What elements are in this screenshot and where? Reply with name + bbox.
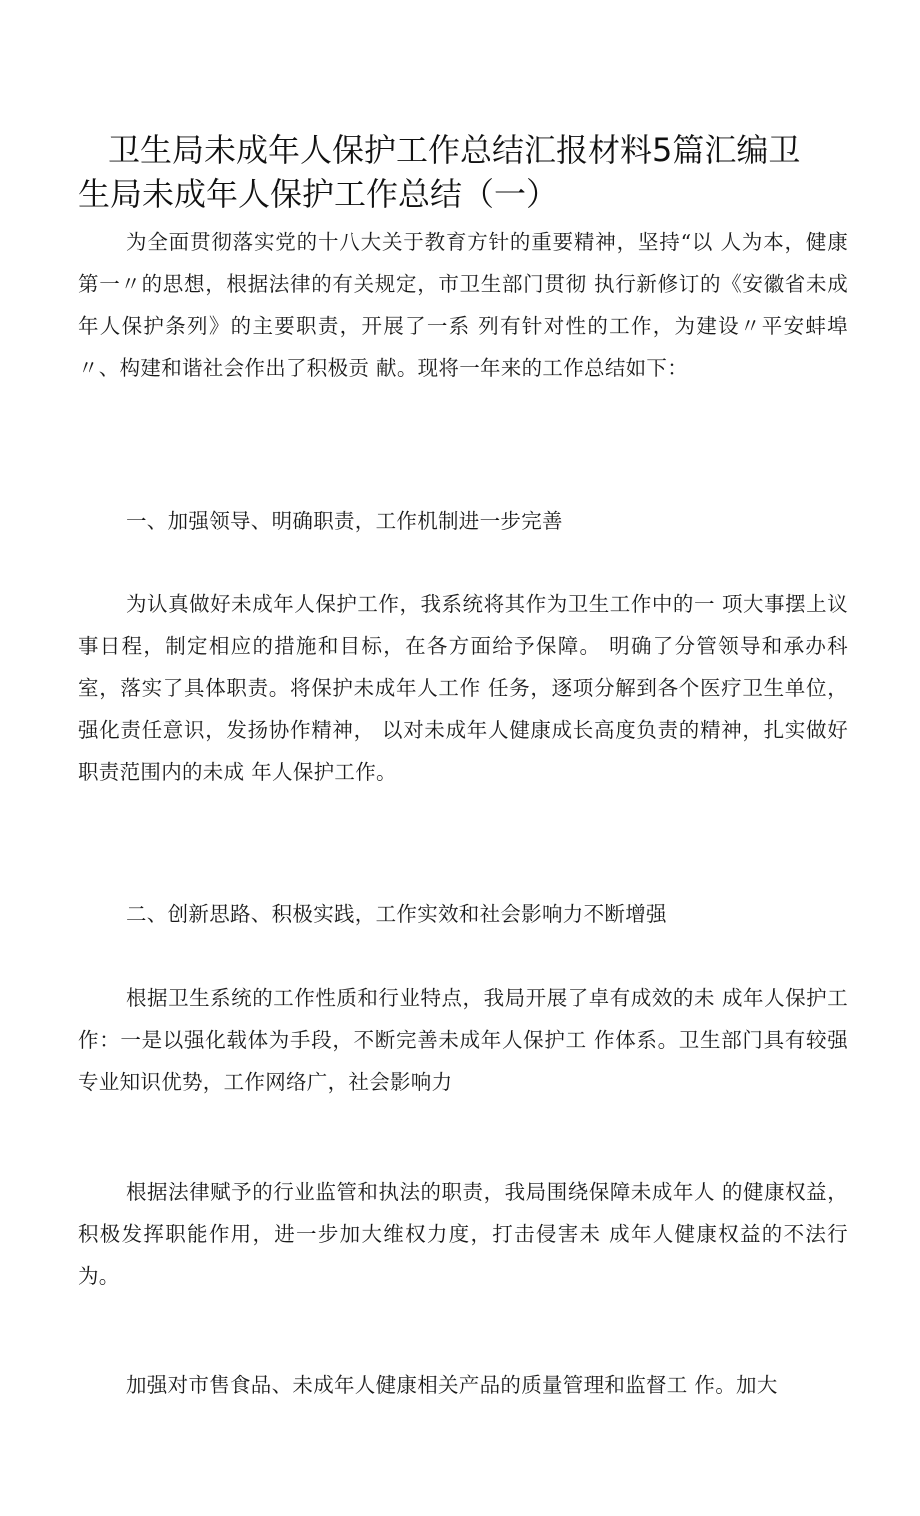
intro-paragraph: 为全面贯彻落实党的十八大关于教育方针的重要精神，坚持“以 人为本，健康第一〃的思想，根据法律的有关规定，市卫生部门贯彻 执行新修订的《安徽省未成年人保护条列》的主要职责，开展了一系 列有针对性的工作，为建设〃平安蚌埠〃、构建和谐社会作出了积极贡 献。现将一年来的工作总结如下： <box>78 230 848 380</box>
document-title <box>78 128 848 216</box>
section-1-heading: 一、加强领导、明确职责，工作机制进一步完善 <box>126 509 563 533</box>
title-line-1: 卫生局未成年人保护工作总结汇报材料5篇汇编卫 <box>108 131 801 169</box>
section-2-paragraph-3: 加强对市售食品、未成年人健康相关产品的质量管理和监督工 作。加大 <box>126 1373 778 1397</box>
section-2-paragraph-1: 根据卫生系统的工作性质和行业特点，我局开展了卓有成效的未 成年人保护工作：一是以强化载体为手段，不断完善未成年人保护工 作体系。卫生部门具有较强专业知识优势，工作网络广，社会影响力 <box>78 986 848 1094</box>
title-line-2: 生局未成年人保护工作总结（一） <box>78 175 559 213</box>
section-1-paragraph: 为认真做好未成年人保护工作，我系统将其作为卫生工作中的一 项大事摆上议事日程，制定相应的措施和目标，在各方面给予保障。 明确了分管领导和承办科室，落实了具体职责。将保护未成年人工作 任务，逐项分解到各个医疗卫生单位，强化责任意识，发扬协作精神， 以对未成年人健康成长高度负责的精神，扎实做好职责范围内的未成 年人保护工作。 <box>78 592 848 784</box>
section-2-heading: 二、创新思路、积极实践，工作实效和社会影响力不断增强 <box>126 902 667 926</box>
section-2-paragraph-2: 根据法律赋予的行业监管和执法的职责，我局围绕保障未成年人 的健康权益，积极发挥职能作用，进一步加大维权力度，打击侵害未 成年人健康权益的不法行为。 <box>78 1180 848 1288</box>
